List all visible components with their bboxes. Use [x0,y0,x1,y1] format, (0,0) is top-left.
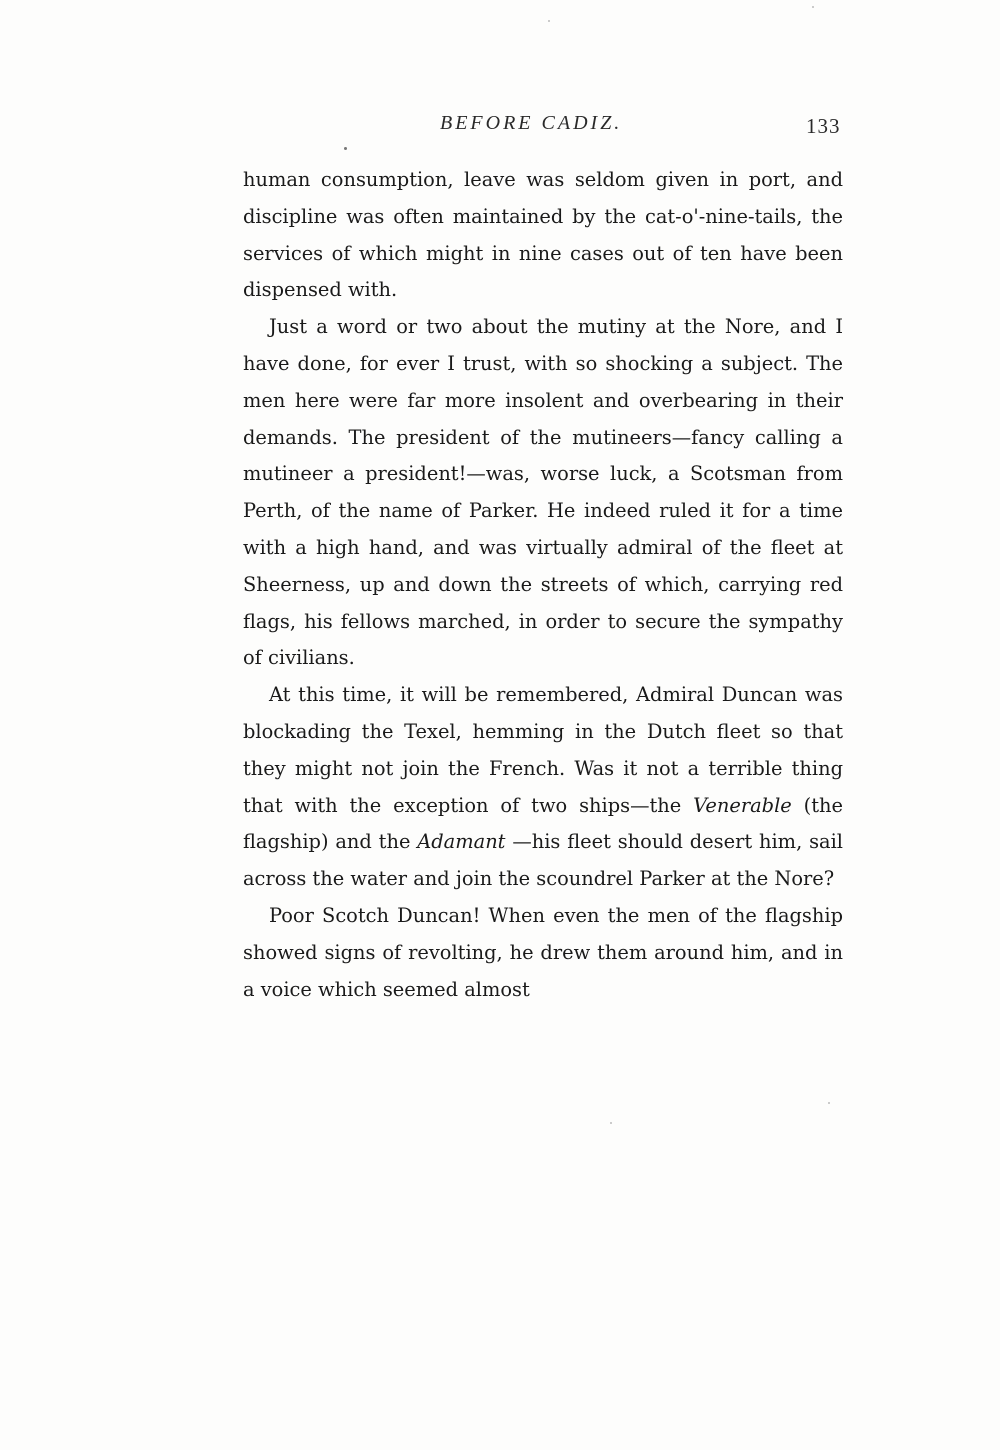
scan-speck [610,1122,612,1124]
text-run: Just a word or two about the mutiny at the Nore, and I have done, for ever I trust, with so shocking a subject. The men here were far more insolent and overbearing in their demands. The president of the mutineers—fancy calling a mutineer a president!—was, worse luck, a Scotsman from Perth, of the name of Parker. He indeed ruled it for a time with a high hand, and was virtually admiral of the fleet at Sheerness, up and down the streets of which, carrying red flags, his fellows marched, in order to secure the sympathy of civilians. [243,315,843,670]
text-run: —his fleet should desert him, sail across the water and join the scoundrel Parker at the Nore? [243,830,843,891]
paragraph-p1 [243,162,843,309]
scan-speck [828,1102,830,1104]
text-run: Poor Scotch Duncan! When even the men of the flagship showed signs of revolting, he drew them around him, and in a voice which seemed almost [243,903,843,1001]
page-number: 133 [806,114,841,138]
paragraph-p3 [243,677,843,898]
text-run: (the flagship) and the [243,793,843,854]
paragraph-p4 [243,898,843,1008]
running-head-title: BEFORE CADIZ. [440,112,623,134]
scan-speck [344,147,347,150]
body-text [243,162,843,1008]
text-run: human consumption, leave was seldom given in port, and discipline was often maintained by the cat-o'-nine-tails, the services of which might in nine cases out of ten have been dispensed with. [243,168,843,302]
text-run: At this time, it will be remembered, Admiral Duncan was blockading the Texel, hemming in the Dutch fleet so that they might not join the French. Was it not a terrible thing that with the exception of two ships—the [243,683,843,817]
ship-name: Venerable [693,793,792,817]
ship-name: Adamant [417,830,506,854]
scan-speck [812,6,814,8]
scan-speck [548,20,550,22]
paragraph-p2 [243,309,843,677]
